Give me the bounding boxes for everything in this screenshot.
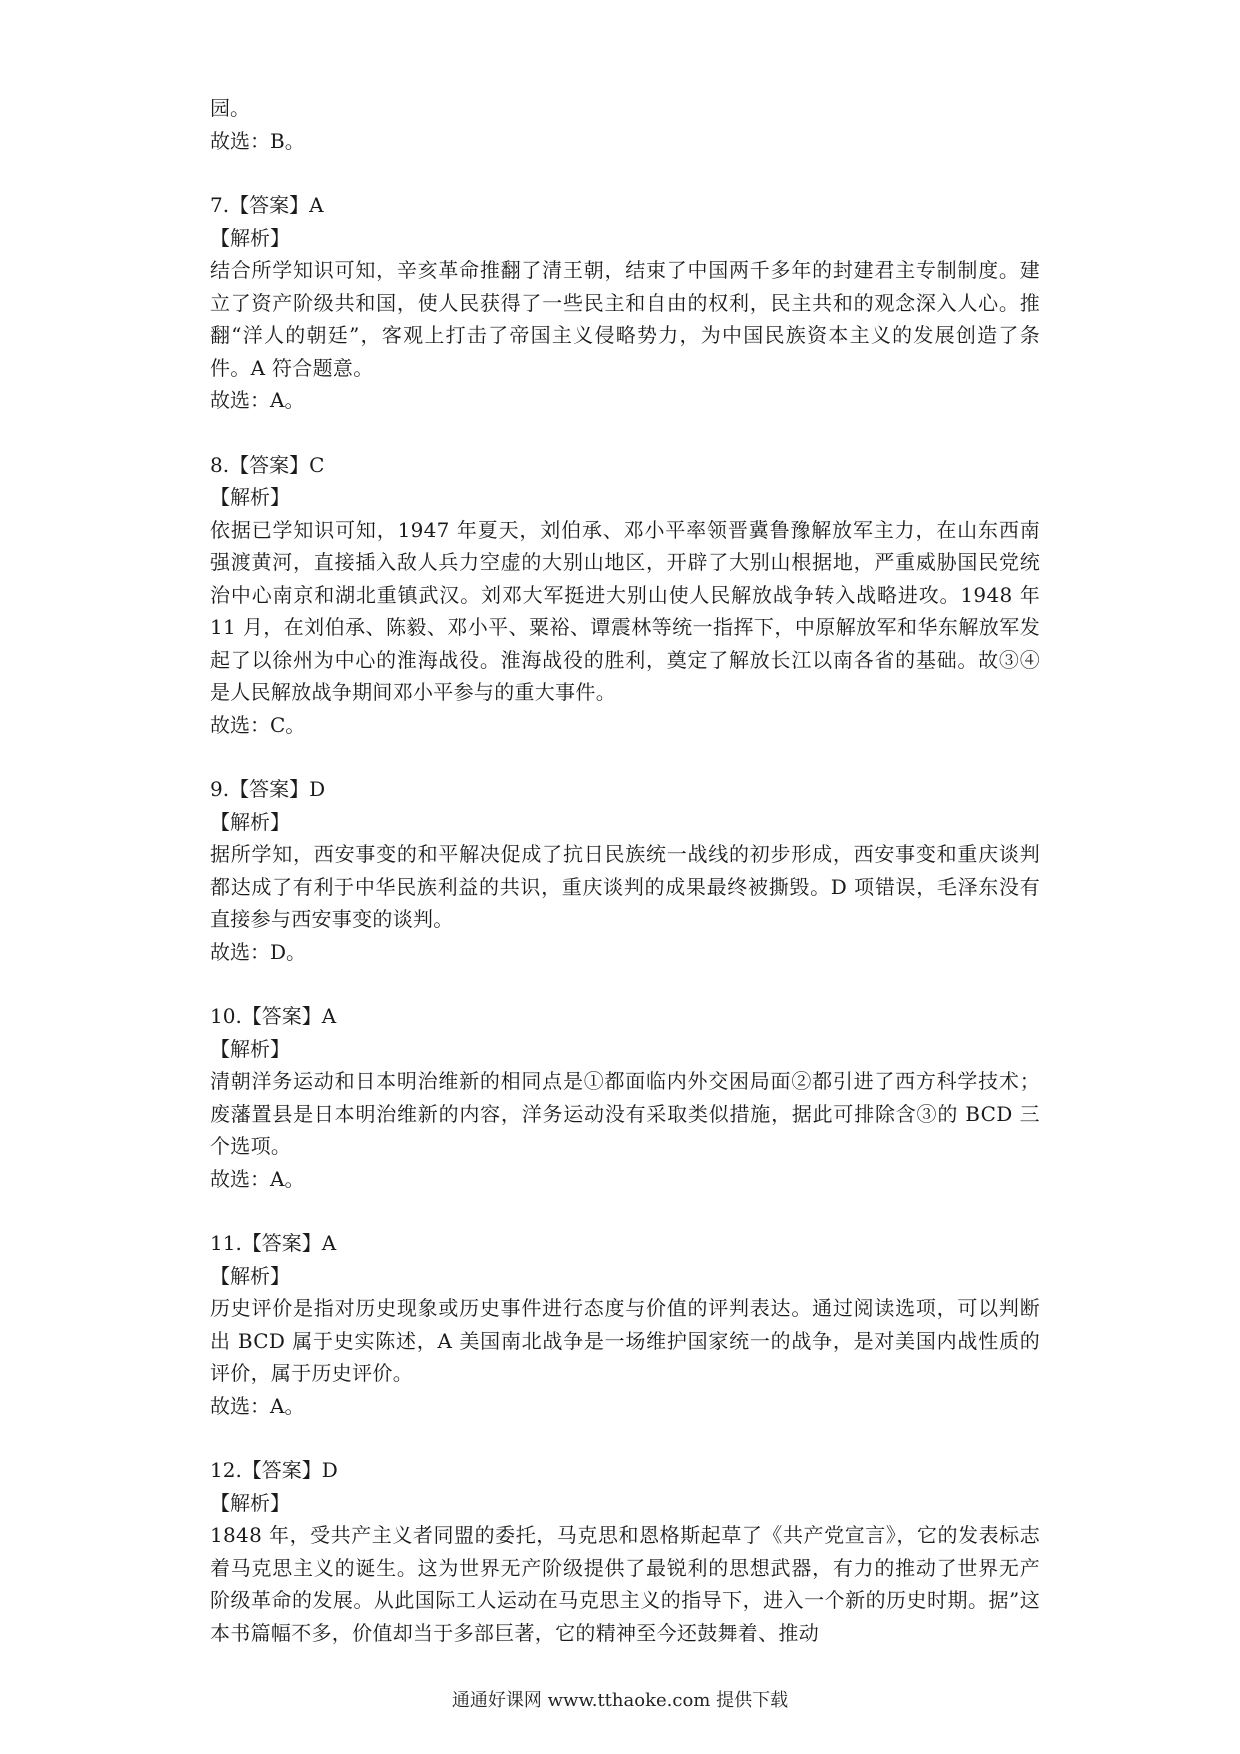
choice-line: 故选：B。 — [210, 128, 305, 153]
choice-line: 故选：A。 — [210, 388, 305, 412]
question-9-block — [210, 773, 1040, 968]
analysis-text: 据所学知，西安事变的和平解决促成了抗日民族统一战线的初步形成，西安事变和重庆谈判都达成了有利于中华民族利益的共识，重庆谈判的成果最终被撕毁。D 项错误，毛泽东没有直接参与西安事变的谈判。 — [210, 842, 1040, 931]
analysis-label: 【解析】 — [210, 225, 290, 250]
choice-line: 故选：C。 — [210, 712, 306, 737]
analysis-text: 结合所学知识可知，辛亥革命推翻了清王朝，结束了中国两千多年的封建君主专制制度。建立了资产阶级共和国，使人民获得了一些民主和自由的权利，民主共和的观念深入人心。推翻“洋人的朝廷”，客观上打击了帝国主义侵略势力，为中国民族资本主义的发展创造了条件。A 符合题意。 — [210, 258, 1040, 380]
answer-heading: 11.【答案】A — [210, 1231, 337, 1255]
question-8-block — [210, 449, 1040, 742]
analysis-text: 依据已学知识可知，1947 年夏天，刘伯承、邓小平率领晋冀鲁豫解放军主力，在山东西南强渡黄河，直接插入敌人兵力空虚的大别山地区，开辟了大别山根据地，严重威胁国民党统治中心南京和湖北重镇武汉。刘邓大军挺进大别山使人民解放战争转入战略进攻。1948 年 11 月，在刘伯承、陈毅、邓小平、粟裕、谭震林等统一指挥下，中原解放军和华东解放军发起了以徐州为中心的淮海战役。淮海战役的胜利，奠定了解放长江以南各省的基础。故③④是人民解放战争期间邓小平参与的重大事件。 — [210, 517, 1040, 704]
question-7-block — [210, 189, 1040, 417]
page-footer: 通通好课网 www.tthaoke.com 提供下载 — [451, 1690, 789, 1711]
answer-heading: 10.【答案】A — [210, 1004, 337, 1028]
analysis-label: 【解析】 — [210, 485, 290, 509]
analysis-label: 【解析】 — [210, 1490, 290, 1515]
analysis-label: 【解析】 — [210, 809, 290, 834]
choice-line: 故选：D。 — [210, 939, 307, 964]
choice-line: 故选：A。 — [210, 1166, 305, 1191]
answer-heading: 7.【答案】A — [210, 193, 324, 217]
question-10-block — [210, 1000, 1040, 1195]
analysis-label: 【解析】 — [210, 1263, 290, 1288]
question-11-block — [210, 1227, 1040, 1422]
analysis-text: 清朝洋务运动和日本明治维新的相同点是①都面临内外交困局面②都引进了西方科学技术；废藩置县是日本明治维新的内容，洋务运动没有采取类似措施，据此可排除含③的 BCD 三个选项。 — [210, 1069, 1040, 1158]
answer-heading: 8.【答案】C — [210, 452, 325, 477]
text-line: 园。 — [210, 96, 250, 120]
analysis-label: 【解析】 — [210, 1036, 290, 1061]
question-12-block — [210, 1454, 1040, 1649]
analysis-text: 1848 年，受共产主义者同盟的委托，马克思和恩格斯起草了《共产党宣言》，它的发表标志着马克思主义的诞生。这为世界无产阶级提供了最锐利的思想武器，有力的推动了世界无产阶级革命的发展。从此国际工人运动在马克思主义的指导下，进入一个新的历史时期。据”这本书篇幅不多，价值却当于多部巨著，它的精神至今还鼓舞着、推动 — [210, 1523, 1040, 1645]
document-page — [210, 92, 1040, 1681]
answer-heading: 12.【答案】D — [210, 1458, 338, 1482]
analysis-text: 历史评价是指对历史现象或历史事件进行态度与价值的评判表达。通过阅读选项，可以判断出 BCD 属于史实陈述，A 美国南北战争是一场维护国家统一的战争，是对美国内战性质的评价，属于历史评价。 — [210, 1296, 1040, 1385]
previous-answer-tail — [210, 92, 1040, 157]
choice-line: 故选：A。 — [210, 1393, 305, 1418]
answer-heading: 9.【答案】D — [210, 777, 326, 801]
